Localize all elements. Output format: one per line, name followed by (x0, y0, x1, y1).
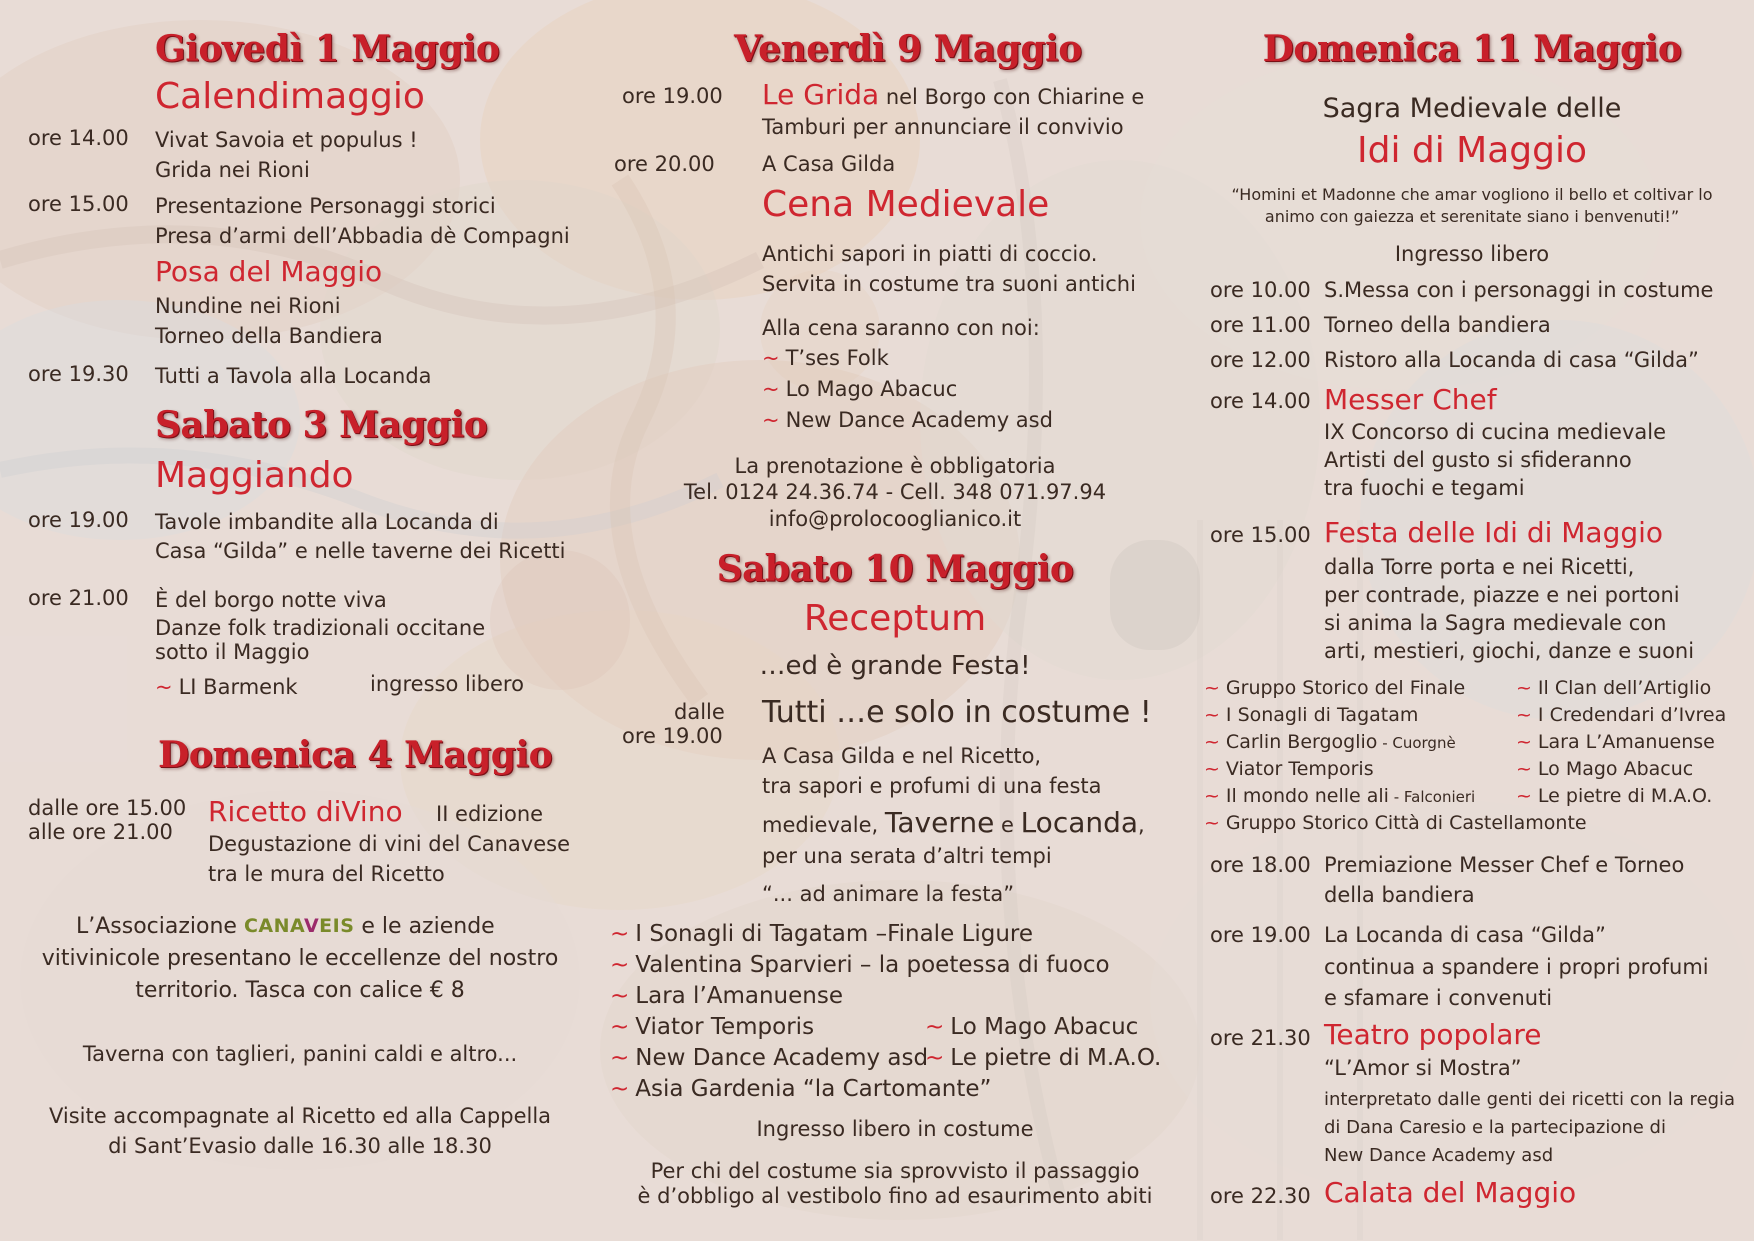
logo-part: EIS (319, 915, 355, 937)
event-text: Torneo della bandiera (1324, 313, 1551, 337)
time-label: ore 19.00 (28, 508, 129, 532)
association-line-2: vitivinicole presentano le eccellenze del nostro (41, 946, 559, 971)
time-label: ore 20.00 (614, 152, 715, 176)
tilde-bullet-icon: ~ (1204, 812, 1220, 834)
time-label: ore 10.00 (1210, 278, 1311, 302)
performer-item (762, 375, 957, 404)
taverna-note: Taverna con taglieri, panini caldi e altro... (82, 1042, 518, 1066)
column-left (0, 0, 600, 1241)
event-text: tra sapori e profumi di una festa (762, 774, 1102, 798)
day-title-4-maggio: Domenica 4 Maggio (158, 734, 553, 776)
event-text (762, 808, 1145, 840)
event-text: Servita in costume tra suoni antichi (762, 272, 1136, 296)
costume-note-2: è d’obbligo al vestibolo fino ad esaurimento abiti (637, 1184, 1153, 1208)
group-name: I Sonagli di Tagatam (1225, 704, 1419, 726)
logo-grape-part: V (303, 915, 320, 937)
time-label: ore 19.00 (622, 724, 723, 748)
performer-name: T’ses Folk (785, 346, 889, 370)
group-name: Viator Temporis (1225, 758, 1374, 780)
event-text: Torneo della Bandiera (155, 324, 383, 348)
logo-part: CANA (243, 915, 304, 937)
tilde-bullet-icon: ~ (1516, 677, 1532, 699)
event-text: tra le mura del Ricetto (208, 862, 445, 886)
performer-item (762, 406, 1053, 435)
performer-item (610, 1075, 991, 1104)
day-title-3-maggio: Sabato 3 Maggio (155, 404, 488, 446)
event-text: “... ad animare la festa” (762, 882, 1015, 906)
performer-item (610, 982, 843, 1011)
event-text: A Casa Gilda (762, 152, 896, 176)
event-text: IX Concorso di cucina medievale (1324, 420, 1667, 444)
group-item (1516, 783, 1712, 810)
performer-name: LI Barmenk (178, 675, 298, 699)
tilde-bullet-icon: ~ (1516, 758, 1532, 780)
group-item (1204, 729, 1456, 757)
group-name: Carlin Bergoglio (1225, 731, 1378, 753)
day-title-1-maggio: Giovedì 1 Maggio (155, 28, 500, 70)
time-label: dalle (674, 700, 725, 724)
time-label: ore 12.00 (1210, 348, 1311, 372)
event-highlight: Taverne (884, 806, 995, 839)
event-text: Nundine nei Rioni (155, 294, 341, 318)
group-name: I Credendari d’Ivrea (1537, 704, 1727, 726)
event-text: Tutti a Tavola alla Locanda (155, 364, 432, 388)
edition-label: II edizione (436, 802, 544, 826)
group-origin: - Cuorgnè (1377, 734, 1456, 752)
time-label: ore 18.00 (1210, 853, 1311, 877)
time-label: alle ore 21.00 (28, 820, 173, 844)
group-item (1204, 702, 1418, 729)
day-title-10-maggio: Sabato 10 Maggio (716, 548, 1074, 590)
performer-name: Lo Mago Abacuc (785, 377, 958, 401)
group-origin: - Falconieri (1388, 788, 1476, 806)
group-item (1204, 756, 1374, 783)
tilde-bullet-icon: ~ (1516, 731, 1532, 753)
event-text: tra fuochi e tegami (1324, 476, 1525, 500)
group-item (1516, 702, 1726, 729)
performer-name: New Dance Academy asd (635, 1045, 929, 1071)
play-title: “L’Amor si Mostra” (1324, 1056, 1522, 1080)
tilde-bullet-icon: ~ (610, 921, 630, 947)
event-text: Presa d’armi dell’Abbadia dè Compagni (155, 224, 570, 248)
event-text: Grida nei Rioni (155, 158, 310, 182)
group-item (1516, 675, 1711, 702)
performer-name: Lo Mago Abacuc (950, 1014, 1139, 1040)
event-text: nel Borgo con Chiarine e (879, 85, 1145, 109)
association-line-3: territorio. Tasca con calice € 8 (135, 978, 465, 1003)
booking-phone: Tel. 0124 24.36.74 - Cell. 348 071.97.94 (683, 480, 1107, 504)
time-label: ore 14.00 (1210, 389, 1311, 413)
performer-item (762, 344, 889, 373)
time-label: ore 21.00 (28, 586, 129, 610)
subtitle-calendimaggio: Calendimaggio (155, 76, 425, 117)
performer-item (610, 1013, 814, 1042)
event-text: Ristoro alla Locanda di casa “Gilda” (1324, 348, 1699, 372)
event-text: arti, mestieri, giochi, danze e suoni (1324, 639, 1695, 663)
welcome-quote-2: animo con gaiezza et serenitate siano i benvenuti!” (1264, 207, 1680, 226)
event-text: dalla Torre porta e nei Ricetti, (1324, 555, 1635, 579)
group-name: Gruppo Storico del Finale (1225, 677, 1466, 699)
tilde-bullet-icon: ~ (610, 983, 630, 1009)
association-line-1 (76, 912, 495, 941)
column-right (1190, 0, 1754, 1241)
subtitle-receptum: Receptum (803, 598, 987, 639)
guests-intro: Alla cena saranno con noi: (762, 316, 1040, 340)
event-text: Danze folk tradizionali occitane (155, 616, 486, 640)
performer-item (155, 673, 298, 702)
booking-email[interactable]: info@prolocooglianico.it (768, 507, 1022, 531)
time-label: ore 15.00 (28, 192, 129, 216)
performer-name: Le pietre di M.A.O. (950, 1045, 1162, 1071)
tilde-bullet-icon: ~ (762, 377, 780, 401)
event-ricetto-divino: Ricetto diVino (208, 795, 403, 828)
performer-name: Lara l’Amanuense (635, 983, 843, 1009)
time-label: ore 15.00 (1210, 523, 1311, 547)
event-text: Degustazione di vini del Canavese (208, 832, 570, 856)
event-text-part: e (994, 813, 1021, 837)
group-name: Gruppo Storico Città di Castellamonte (1225, 812, 1587, 834)
event-text: per contrade, piazze e nei portoni (1324, 583, 1680, 607)
performer-name: I Sonagli di Tagatam –Finale Ligure (635, 921, 1034, 947)
event-text: continua a spandere i propri profumi (1324, 955, 1709, 979)
group-item (1516, 756, 1693, 783)
subtitle-idi-di-maggio: Idi di Maggio (1356, 130, 1588, 171)
tilde-bullet-icon: ~ (925, 1014, 945, 1040)
sagra-title: Sagra Medievale delle (1322, 93, 1622, 124)
tilde-bullet-icon: ~ (610, 952, 630, 978)
event-text: di Dana Caresio e la partecipazione di (1324, 1117, 1666, 1138)
event-text: Vivat Savoia et populus ! (155, 128, 418, 152)
event-posa-del-maggio: Posa del Maggio (155, 255, 383, 288)
group-item (1516, 729, 1715, 756)
tilde-bullet-icon: ~ (1204, 704, 1220, 726)
costume-headline: Tutti …e solo in costume ! (762, 695, 1152, 730)
tilde-bullet-icon: ~ (1516, 785, 1532, 807)
grande-festa: …ed è grande Festa! (759, 651, 1031, 681)
group-item (1204, 783, 1475, 811)
performer-name: Viator Temporis (635, 1014, 815, 1040)
group-name: Lara L’Amanuense (1537, 731, 1715, 753)
subtitle-maggiando: Maggiando (155, 455, 354, 496)
time-label: ore 19.00 (622, 84, 723, 108)
ingresso-libero: Ingresso libero (1394, 242, 1550, 266)
event-text: È del borgo notte viva (155, 588, 387, 612)
time-label: ore 19.00 (1210, 923, 1311, 947)
group-name: Il Clan dell’Artiglio (1537, 677, 1712, 699)
event-text-part: medievale, (762, 813, 885, 837)
day-title-11-maggio: Domenica 11 Maggio (1262, 28, 1682, 70)
event-text: Artisti del gusto si sfideranno (1324, 448, 1632, 472)
time-label: ore 22.30 (1210, 1184, 1311, 1208)
event-highlight: Le Grida (762, 78, 880, 111)
event-text: interpretato dalle genti dei ricetti con la regia (1324, 1089, 1736, 1110)
performer-name: New Dance Academy asd (785, 408, 1053, 432)
tilde-bullet-icon: ~ (1204, 677, 1220, 699)
event-text: La Locanda di casa “Gilda” (1324, 923, 1606, 947)
comma: , (1138, 813, 1145, 837)
time-label: ore 14.00 (28, 126, 129, 150)
event-festa-idi: Festa delle Idi di Maggio (1324, 516, 1664, 549)
tilde-bullet-icon: ~ (1204, 785, 1220, 807)
event-text: New Dance Academy asd (1324, 1145, 1554, 1166)
subtitle-cena-medievale: Cena Medievale (762, 184, 1050, 225)
free-entry-note: ingresso libero (370, 672, 524, 696)
tilde-bullet-icon: ~ (762, 346, 780, 370)
event-text: della bandiera (1324, 883, 1475, 907)
association-text: L’Associazione (76, 914, 237, 939)
performer-item (610, 1044, 928, 1073)
event-text: Antichi sapori in piatti di coccio. (762, 242, 1098, 266)
event-text: sotto il Maggio (155, 640, 310, 664)
group-item (1204, 810, 1587, 837)
time-label: ore 19.30 (28, 362, 129, 386)
association-text: e le aziende (361, 914, 495, 939)
tilde-bullet-icon: ~ (1516, 704, 1532, 726)
tilde-bullet-icon: ~ (1204, 731, 1220, 753)
event-text: Presentazione Personaggi storici (155, 194, 496, 218)
group-name: Le pietre di M.A.O. (1537, 785, 1713, 807)
performer-name: Asia Gardenia “la Cartomante” (635, 1076, 992, 1102)
column-middle (600, 0, 1190, 1241)
event-messer-chef: Messer Chef (1324, 383, 1497, 416)
event-text: S.Messa con i personaggi in costume (1324, 278, 1714, 302)
performer-name: Valentina Sparvieri – la poetessa di fuoco (635, 952, 1110, 978)
tilde-bullet-icon: ~ (1204, 758, 1220, 780)
tilde-bullet-icon: ~ (610, 1045, 630, 1071)
canaveis-logo (244, 912, 354, 941)
event-text: Premiazione Messer Chef e Torneo (1324, 853, 1685, 877)
event-text: Tavole imbandite alla Locanda di (155, 510, 499, 534)
performer-item (925, 1044, 1161, 1073)
costume-note-1: Per chi del costume sia sprovvisto il passaggio (650, 1159, 1140, 1183)
ingresso-costume: Ingresso libero in costume (756, 1117, 1034, 1141)
event-text: e sfamare i convenuti (1324, 986, 1553, 1010)
event-text: A Casa Gilda e nel Ricetto, (762, 744, 1042, 768)
event-text: Casa “Gilda” e nelle taverne dei Ricetti (155, 539, 566, 563)
time-label: dalle ore 15.00 (28, 796, 187, 820)
tilde-bullet-icon: ~ (762, 408, 780, 432)
time-label: ore 11.00 (1210, 313, 1311, 337)
tilde-bullet-icon: ~ (925, 1045, 945, 1071)
event-teatro-popolare: Teatro popolare (1324, 1018, 1542, 1051)
performer-item (610, 951, 1110, 980)
day-title-9-maggio: Venerdì 9 Maggio (734, 28, 1082, 70)
group-item (1204, 675, 1465, 702)
group-name: Il mondo nelle ali (1225, 785, 1389, 807)
event-text: Tamburi per annunciare il convivio (762, 115, 1124, 139)
welcome-quote-1: “Homini et Madonne che amar vogliono il bello et coltivar lo (1231, 185, 1713, 204)
booking-note: La prenotazione è obbligatoria (734, 454, 1056, 478)
tilde-bullet-icon: ~ (155, 675, 173, 699)
tilde-bullet-icon: ~ (610, 1076, 630, 1102)
tilde-bullet-icon: ~ (610, 1014, 630, 1040)
event-highlight: Locanda (1020, 806, 1139, 839)
event-text: per una serata d’altri tempi (762, 844, 1052, 868)
event-le-grida (762, 80, 1144, 112)
visite-note-1: Visite accompagnate al Ricetto ed alla Cappella (48, 1104, 552, 1128)
time-label: ore 21.30 (1210, 1026, 1311, 1050)
performer-item (610, 920, 1033, 949)
performer-item (925, 1013, 1138, 1042)
group-name: Lo Mago Abacuc (1537, 758, 1694, 780)
event-calata-del-maggio: Calata del Maggio (1324, 1176, 1577, 1209)
visite-note-2: di Sant’Evasio dalle 16.30 alle 18.30 (108, 1134, 492, 1158)
event-text: si anima la Sagra medievale con (1324, 611, 1667, 635)
